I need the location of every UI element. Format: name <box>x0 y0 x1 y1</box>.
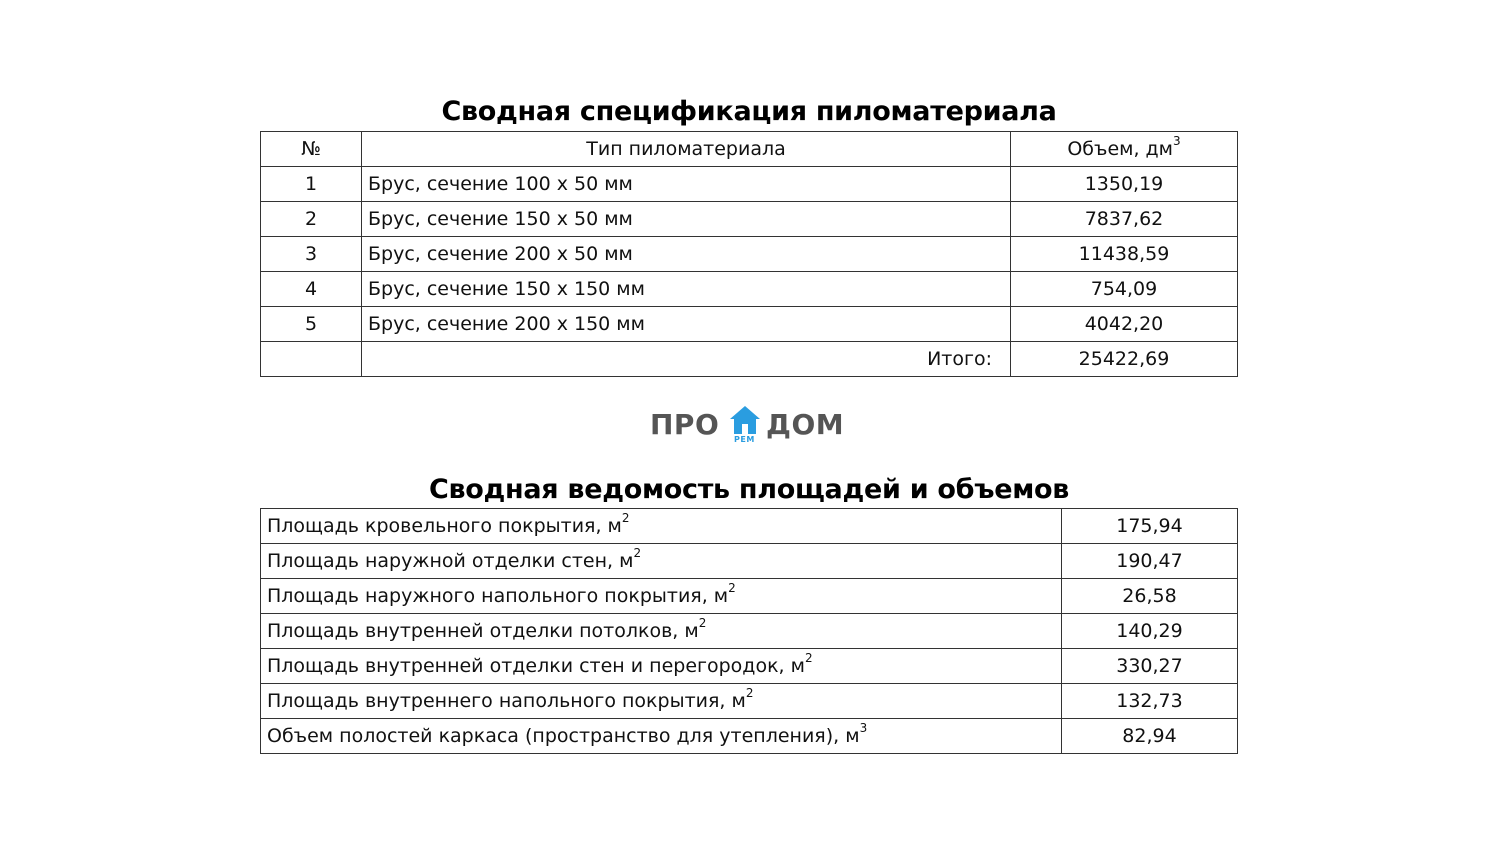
table-row <box>261 544 1238 579</box>
row-num: 5 <box>261 307 362 342</box>
table-row <box>261 167 1238 202</box>
row-type: Брус, сечение 150 х 50 мм <box>362 202 1011 237</box>
header-volume-label: Объем, дм <box>1067 138 1174 160</box>
lumber-spec-table <box>260 131 1238 377</box>
table-row <box>261 237 1238 272</box>
area-label: Площадь внутреннего напольного покрытия, $м^2$ <box>261 684 1062 719</box>
row-volume: 7837,62 <box>1011 202 1238 237</box>
table-row <box>261 684 1238 719</box>
row-volume: 754,09 <box>1011 272 1238 307</box>
area-value: 26,58 <box>1062 579 1238 614</box>
total-label: Итого: <box>362 342 1011 377</box>
area-value: 190,47 <box>1062 544 1238 579</box>
area-value: 140,29 <box>1062 614 1238 649</box>
row-num: 3 <box>261 237 362 272</box>
header-volume <box>1011 132 1238 167</box>
area-label: Площадь кровельного покрытия, $м^2$ <box>261 509 1062 544</box>
area-label: Площадь внутренней отделки потолков, $м^2$ <box>261 614 1062 649</box>
row-num: 4 <box>261 272 362 307</box>
row-type: Брус, сечение 100 х 50 мм <box>362 167 1011 202</box>
table-row <box>261 719 1238 754</box>
spec-table-title: Сводная спецификация пиломатериала <box>441 96 1057 127</box>
area-label: Площадь наружной отделки стен, $м^2$ <box>261 544 1062 579</box>
row-volume: 11438,59 <box>1011 237 1238 272</box>
total-row <box>261 342 1238 377</box>
logo-text-right: ДОМ <box>766 408 845 441</box>
area-label: Площадь внутренней отделки стен и перегородок, $м^2$ <box>261 649 1062 684</box>
table-row <box>261 202 1238 237</box>
areas-table-title: Сводная ведомость площадей и объемов <box>428 474 1070 505</box>
table-row <box>261 509 1238 544</box>
table-row <box>261 272 1238 307</box>
house-icon <box>728 404 762 438</box>
total-empty-cell <box>261 342 362 377</box>
total-value: 25422,69 <box>1011 342 1238 377</box>
brand-logo <box>650 404 850 448</box>
row-num: 1 <box>261 167 362 202</box>
header-type: Тип пиломатериала <box>362 132 1011 167</box>
area-value: 132,73 <box>1062 684 1238 719</box>
area-value: 175,94 <box>1062 509 1238 544</box>
row-type: Брус, сечение 150 х 150 мм <box>362 272 1011 307</box>
table-row <box>261 307 1238 342</box>
area-label: Объем полостей каркаса (пространство для утепления), $м^3$ <box>261 719 1062 754</box>
row-num: 2 <box>261 202 362 237</box>
areas-volumes-table <box>260 508 1238 754</box>
row-type: Брус, сечение 200 х 50 мм <box>362 237 1011 272</box>
area-label: Площадь наружного напольного покрытия, $м^2$ <box>261 579 1062 614</box>
row-volume: 1350,19 <box>1011 167 1238 202</box>
table-row <box>261 649 1238 684</box>
row-type: Брус, сечение 200 х 150 мм <box>362 307 1011 342</box>
logo-text-left: ПРО <box>650 408 720 441</box>
row-volume: 4042,20 <box>1011 307 1238 342</box>
table-row <box>261 579 1238 614</box>
header-num: № <box>261 132 362 167</box>
area-value: 330,27 <box>1062 649 1238 684</box>
table-header-row <box>261 132 1238 167</box>
area-value: 82,94 <box>1062 719 1238 754</box>
table-row <box>261 614 1238 649</box>
logo-text-small: РЕМ <box>734 435 755 444</box>
header-volume-exponent: 3 <box>1173 134 1181 148</box>
